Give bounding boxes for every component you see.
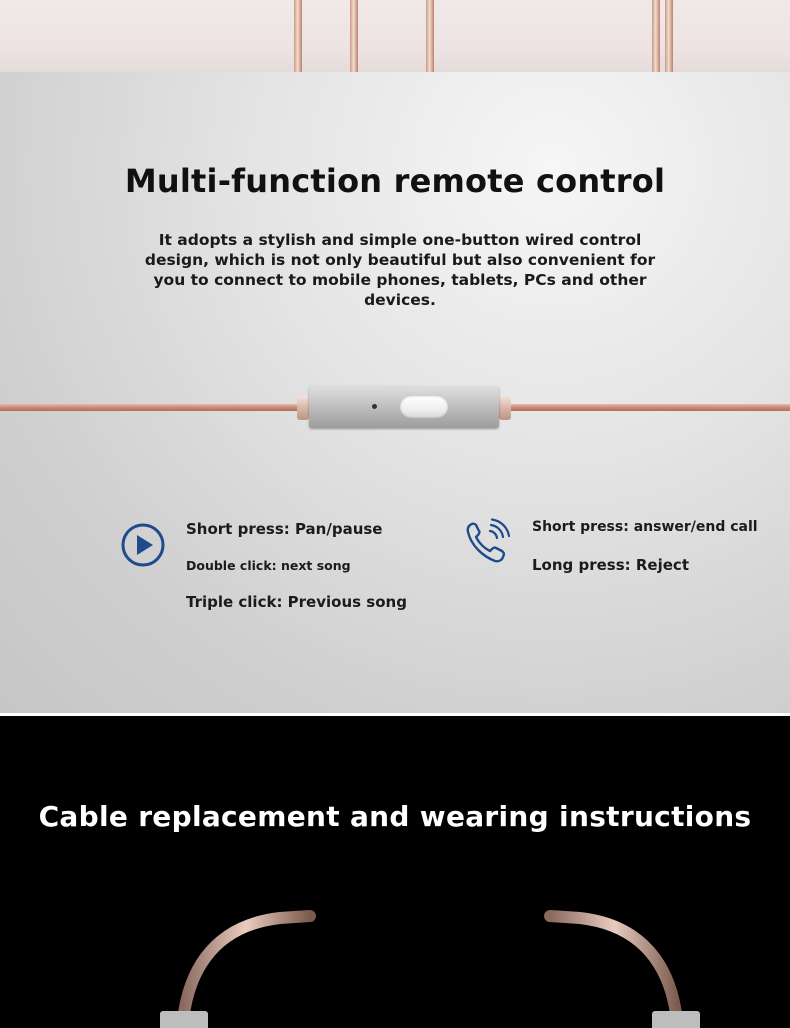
- double-click-label: Double click: next song: [186, 558, 351, 573]
- ear-hook-cable: [470, 906, 710, 1028]
- short-press-music-label: Short press: Pan/pause: [186, 520, 383, 538]
- earphone-cable: [0, 404, 300, 411]
- cable-wire: [652, 0, 660, 72]
- ear-hook-cable: [150, 906, 390, 1028]
- play-circle-icon: [120, 522, 166, 568]
- cable-collar: [499, 396, 511, 420]
- section-title: Multi-function remote control: [124, 162, 666, 200]
- remote-button: [400, 396, 448, 418]
- cable-instructions-section: [0, 716, 790, 1028]
- section-title: Cable replacement and wearing instructions: [38, 800, 752, 833]
- phone-ringing-icon: [463, 518, 511, 566]
- cable-wire: [665, 0, 673, 72]
- cable-wire: [294, 0, 302, 72]
- cable-collar: [297, 396, 309, 420]
- cable-wire: [426, 0, 434, 72]
- microphone-hole: [372, 404, 377, 409]
- long-press-label: Long press: Reject: [532, 556, 689, 574]
- earphone-cable: [505, 404, 790, 411]
- triple-click-label: Triple click: Previous song: [186, 593, 407, 611]
- section-description: It adopts a stylish and simple one-button wired control design, which is not only beautiful but also convenient for you to connect to mobile phones, tablets, PCs and other devices.: [144, 231, 656, 309]
- top-photo-strip: [0, 0, 790, 72]
- short-press-call-label: Short press: answer/end call: [532, 519, 758, 535]
- cable-wire: [350, 0, 358, 72]
